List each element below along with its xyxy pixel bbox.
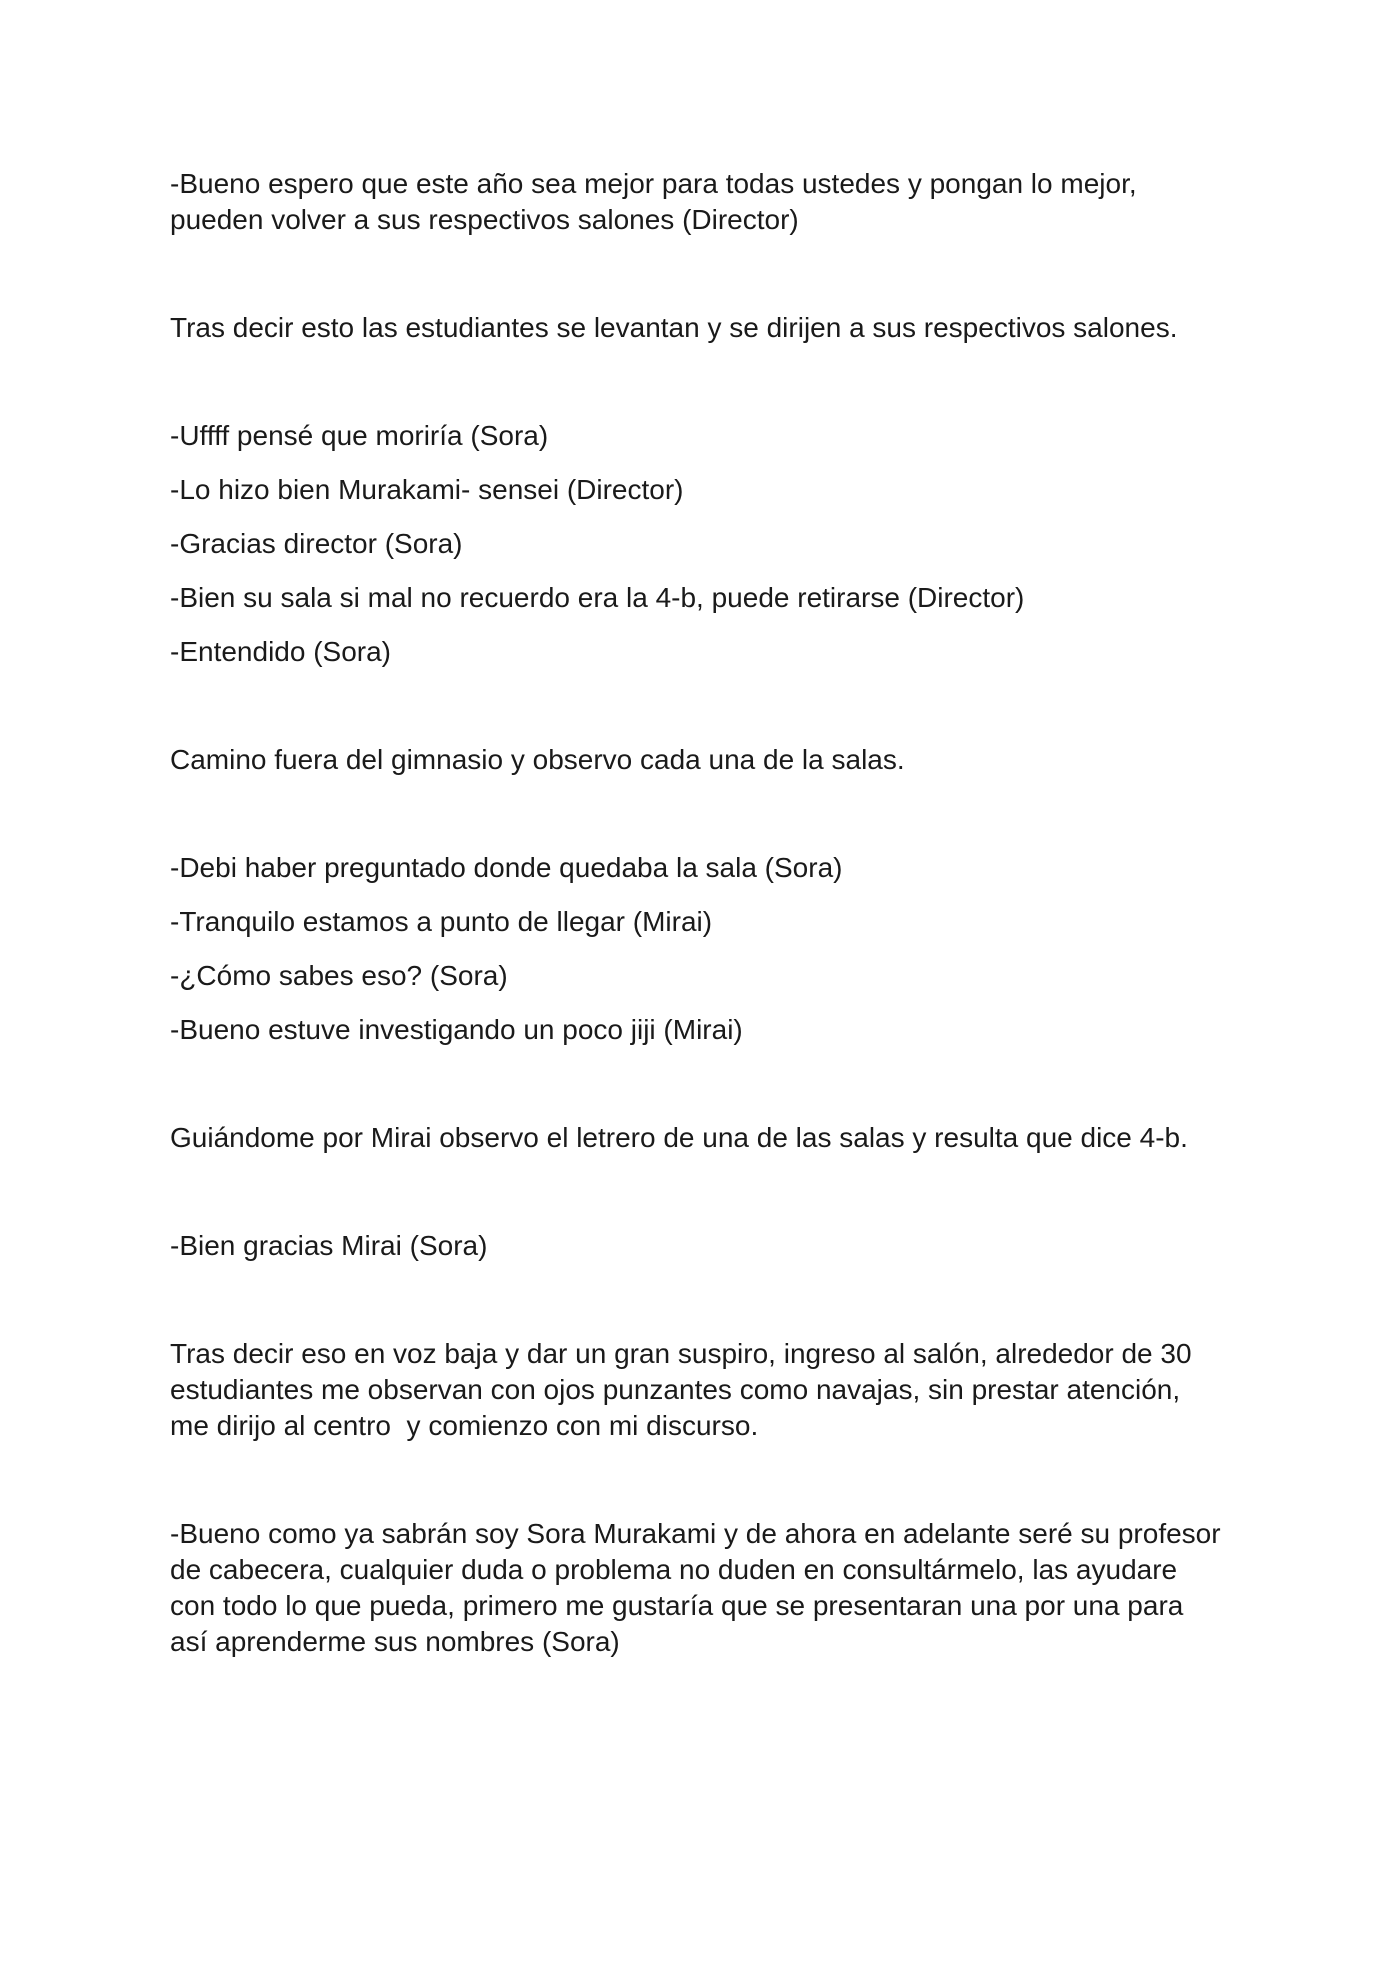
paragraph-director-speech: -Bueno espero que este año sea mejor para todas ustedes y pongan lo mejor, pueden volver a sus respectivos salones (Director) — [170, 168, 1137, 235]
spacer — [170, 346, 1250, 418]
dialogue-line: -Gracias director (Sora) — [170, 528, 463, 559]
document-body — [170, 166, 1250, 1660]
spacer — [170, 1156, 1250, 1228]
dialogue-block — [170, 850, 1250, 1048]
paragraph-sora-speech: -Bueno como ya sabrán soy Sora Murakami y de ahora en adelante seré su profesor de cabecera, cualquier duda o problema no duden en consultármelo, las ayudare con todo lo que pueda, primero me gustaría que se presentaran una por una para así aprenderme sus nombres (Sora) — [170, 1518, 1221, 1657]
dialogue-line: -Entendido (Sora) — [170, 636, 392, 667]
spacer — [170, 238, 1250, 310]
spacer — [170, 1444, 1250, 1516]
dialogue-line: -Uffff pensé que moriría (Sora) — [170, 420, 549, 451]
dialogue-block — [170, 418, 1250, 670]
paragraph-sign-4b: Guiándome por Mirai observo el letrero de una de las salas y resulta que dice 4-b. — [170, 1122, 1188, 1153]
paragraph-walk-gym: Camino fuera del gimnasio y observo cada una de la salas. — [170, 744, 905, 775]
spacer — [170, 778, 1250, 850]
dialogue-line: -Bien su sala si mal no recuerdo era la 4-b, puede retirarse (Director) — [170, 582, 1025, 613]
dialogue-line: -Lo hizo bien Murakami- sensei (Director) — [170, 474, 684, 505]
spacer — [170, 1048, 1250, 1120]
dialogue-line: -Bueno estuve investigando un poco jiji (Mirai) — [170, 1014, 743, 1045]
dialogue-line: -Tranquilo estamos a punto de llegar (Mirai) — [170, 906, 713, 937]
paragraph-students-leave: Tras decir esto las estudiantes se levantan y se dirijen a sus respectivos salones. — [170, 312, 1178, 343]
dialogue-line: -¿Cómo sabes eso? (Sora) — [170, 960, 508, 991]
spacer — [170, 670, 1250, 742]
paragraph-enter-classroom: Tras decir eso en voz baja y dar un gran suspiro, ingreso al salón, alrededor de 30 estudiantes me observan con ojos punzantes como navajas, sin prestar atención, me dirijo al centro y comienzo con mi discurso. — [170, 1338, 1192, 1441]
dialogue-line: -Debi haber preguntado donde quedaba la sala (Sora) — [170, 852, 843, 883]
spacer — [170, 1264, 1250, 1336]
paragraph-thanks-mirai: -Bien gracias Mirai (Sora) — [170, 1230, 488, 1261]
